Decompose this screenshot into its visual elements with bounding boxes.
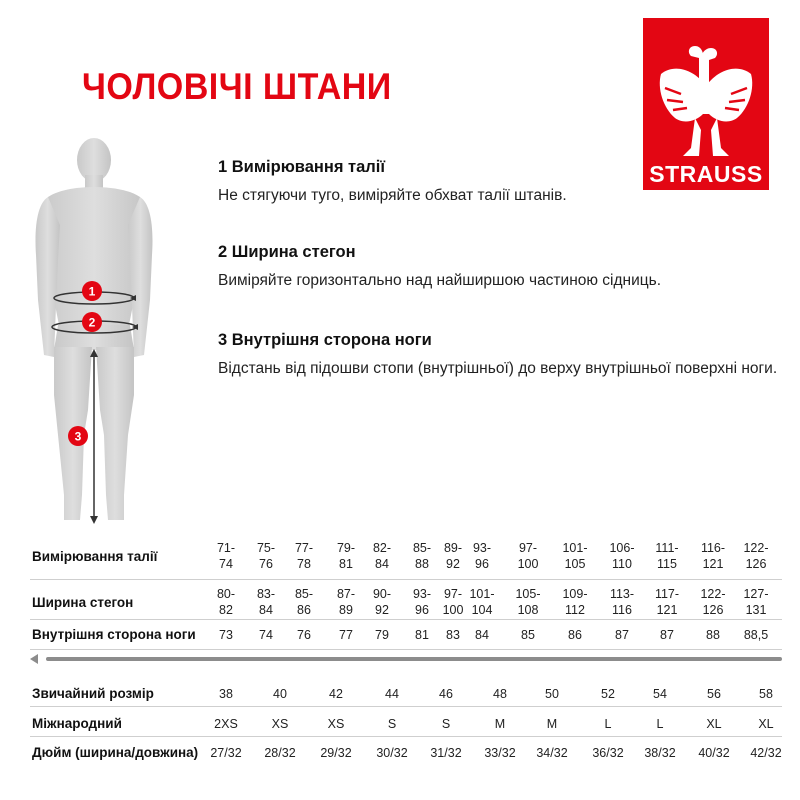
cell-line: 109- xyxy=(562,587,588,601)
cell-line: 86 xyxy=(568,628,582,642)
table-cell: 56 xyxy=(707,687,721,701)
row-divider xyxy=(30,736,782,737)
table-cell xyxy=(598,627,646,643)
table-cell xyxy=(504,540,552,572)
table-cell: S xyxy=(441,717,451,731)
cell-line: 106- xyxy=(609,541,635,555)
table-cell: 58 xyxy=(759,687,773,701)
table-cell: 50 xyxy=(545,687,559,701)
table-cell xyxy=(732,627,780,643)
cell-line: 74 xyxy=(259,628,273,642)
table-cell: 52 xyxy=(601,687,615,701)
instruction-text: Не стягуючи туго, виміряйте обхват талії штанів. xyxy=(218,187,567,204)
cell-line: 80- xyxy=(216,587,236,601)
marker-3 xyxy=(68,426,88,446)
cell-line: 73 xyxy=(219,628,233,642)
cell-line: 121 xyxy=(656,603,678,617)
cell-line: 100 xyxy=(517,557,539,571)
table-cell xyxy=(689,540,737,572)
table-cell: 36/32 xyxy=(592,746,624,760)
row-divider xyxy=(30,619,782,620)
table-cell: XL xyxy=(706,717,722,731)
body-figure xyxy=(30,135,200,535)
cell-line: 90- xyxy=(372,587,392,601)
cell-line: 116- xyxy=(700,541,726,555)
cell-line: 82 xyxy=(219,603,233,617)
table-cell xyxy=(280,540,328,572)
table-cell: 46 xyxy=(439,687,453,701)
instruction-heading: 1 Вимірювання талії xyxy=(218,158,385,176)
table-cell: 48 xyxy=(493,687,507,701)
cell-line: 101- xyxy=(562,541,588,555)
table-cell: 42/32 xyxy=(750,746,782,760)
cell-line: 97- xyxy=(443,587,463,601)
horizontal-scrollbar[interactable] xyxy=(30,654,782,664)
cell-line: 81 xyxy=(415,628,429,642)
marker-2 xyxy=(82,312,102,332)
cell-line: 76 xyxy=(297,628,311,642)
table-cell: M xyxy=(546,717,558,731)
cell-line: 82- xyxy=(372,541,392,555)
cell-line: 96 xyxy=(475,557,489,571)
table-cell xyxy=(280,586,328,618)
cell-line: 84 xyxy=(475,628,489,642)
instruction-text: Виміряйте горизонтально над найширшою частиною сідниць. xyxy=(218,272,662,289)
table-cell: XS xyxy=(271,717,289,731)
cell-line: 131 xyxy=(745,603,767,617)
strauss-logo xyxy=(643,18,769,190)
cell-line: 84 xyxy=(375,557,389,571)
cell-line: 115 xyxy=(657,557,677,571)
cell-line: 93- xyxy=(472,541,492,555)
cell-line: 108 xyxy=(517,603,539,617)
cell-line: 85- xyxy=(294,587,314,601)
cell-line: 78 xyxy=(297,557,311,571)
instruction-text: Відстань від підошви стопи (внутрішньої) до верху внутрішньої поверхні ноги. xyxy=(218,360,778,377)
cell-line: 116 xyxy=(612,603,632,617)
cell-line: 89 xyxy=(339,603,353,617)
row-label: Звичайний розмір xyxy=(32,686,154,701)
cell-line: 76 xyxy=(259,557,273,571)
table-cell: M xyxy=(494,717,506,731)
svg-text:2: 2 xyxy=(88,315,96,330)
measure-row xyxy=(30,540,782,576)
cell-line: 87- xyxy=(336,587,356,601)
cell-line: 126 xyxy=(745,557,767,571)
table-cell: 34/32 xyxy=(536,746,568,760)
instruction-heading: 2 Ширина стегон xyxy=(218,243,356,261)
cell-line: 88 xyxy=(706,628,720,642)
scrollbar-thumb[interactable] xyxy=(46,657,782,661)
cell-line: 101- xyxy=(469,587,495,601)
table-cell xyxy=(643,627,691,643)
svg-text:3: 3 xyxy=(74,429,82,444)
brand-name: STRAUSS xyxy=(649,161,763,187)
table-cell: 27/32 xyxy=(210,746,242,760)
table-cell: L xyxy=(656,717,664,731)
cell-line: 105 xyxy=(564,557,586,571)
cell-line: 127- xyxy=(743,587,769,601)
cell-line: 77- xyxy=(294,541,314,555)
cell-line: 89- xyxy=(443,541,463,555)
table-cell xyxy=(551,627,599,643)
table-cell: 28/32 xyxy=(264,746,296,760)
cell-line: 83- xyxy=(256,587,276,601)
table-cell xyxy=(458,540,506,572)
row-divider xyxy=(30,706,782,707)
cell-line: 74 xyxy=(219,557,233,571)
table-cell: 44 xyxy=(385,687,399,701)
cell-line: 122- xyxy=(700,587,726,601)
cell-line: 77 xyxy=(339,628,353,642)
cell-line: 111- xyxy=(655,541,679,555)
cell-line: 83 xyxy=(446,628,460,642)
cell-line: 85- xyxy=(412,541,432,555)
table-cell xyxy=(689,586,737,618)
table-cell: 40/32 xyxy=(698,746,730,760)
table-cell: 38 xyxy=(219,687,233,701)
cell-line: 79- xyxy=(336,541,356,555)
cell-line: 86 xyxy=(297,603,311,617)
table-cell: 2XS xyxy=(214,717,238,731)
table-cell: 33/32 xyxy=(484,746,516,760)
cell-line: 122- xyxy=(743,541,769,555)
instruction-heading: 3 Внутрішня сторона ноги xyxy=(218,331,432,349)
table-cell: S xyxy=(387,717,397,731)
cell-line: 110 xyxy=(612,557,632,571)
cell-line: 87 xyxy=(660,628,674,642)
table-cell: 54 xyxy=(653,687,667,701)
table-cell xyxy=(643,586,691,618)
row-label: Внутрішня сторона ноги xyxy=(32,627,196,642)
table-cell: 38/32 xyxy=(644,746,676,760)
table-cell xyxy=(598,586,646,618)
table-cell: L xyxy=(604,717,612,731)
cell-line: 92 xyxy=(375,603,389,617)
table-cell: 40 xyxy=(273,687,287,701)
table-cell: 42 xyxy=(329,687,343,701)
table-cell: XL xyxy=(758,717,774,731)
table-cell xyxy=(598,540,646,572)
row-label: Дюйм (ширина/довжина) xyxy=(32,745,199,760)
table-cell xyxy=(643,540,691,572)
cell-line: 96 xyxy=(415,603,429,617)
table-cell xyxy=(689,627,737,643)
table-cell: 30/32 xyxy=(376,746,408,760)
row-label: Ширина стегон xyxy=(32,595,134,610)
measure-row xyxy=(30,586,782,622)
cell-line: 88 xyxy=(415,557,429,571)
cell-line: 71- xyxy=(216,541,236,555)
cell-line: 104 xyxy=(471,603,493,617)
instruction-waist xyxy=(218,158,567,205)
cell-line: 92 xyxy=(446,557,460,571)
row-label: Вимірювання талії xyxy=(32,549,158,564)
cell-line: 79 xyxy=(375,628,389,642)
table-cell xyxy=(280,627,328,643)
row-label: Міжнародний xyxy=(32,716,122,731)
cell-line: 93- xyxy=(412,587,432,601)
table-cell xyxy=(458,586,506,618)
table-cell xyxy=(458,627,506,643)
instruction-hips xyxy=(218,243,661,290)
table-cell xyxy=(732,586,780,618)
marker-1 xyxy=(82,281,102,301)
cell-line: 126 xyxy=(702,603,724,617)
cell-line: 88,5 xyxy=(743,628,769,642)
cell-line: 81 xyxy=(339,557,353,571)
cell-line: 97- xyxy=(518,541,538,555)
table-cell xyxy=(504,586,552,618)
row-divider xyxy=(30,649,782,650)
cell-line: 87 xyxy=(615,628,629,642)
svg-text:1: 1 xyxy=(88,284,96,299)
table-cell xyxy=(732,540,780,572)
table-cell: 29/32 xyxy=(320,746,352,760)
scroll-left-arrow-icon[interactable] xyxy=(30,654,38,664)
table-cell xyxy=(551,540,599,572)
page-title: ЧОЛОВІЧІ ШТАНИ xyxy=(82,66,392,107)
table-cell xyxy=(504,627,552,643)
size-row xyxy=(30,744,782,780)
cell-line: 121 xyxy=(702,557,724,571)
cell-line: 85 xyxy=(521,628,535,642)
table-cell: XS xyxy=(327,717,345,731)
table-cell: 31/32 xyxy=(430,746,462,760)
cell-line: 112 xyxy=(565,603,585,617)
cell-line: 113- xyxy=(609,587,635,601)
cell-line: 84 xyxy=(259,603,273,617)
cell-line: 100 xyxy=(442,603,464,617)
table-cell xyxy=(551,586,599,618)
cell-line: 105- xyxy=(515,587,541,601)
cell-line: 75- xyxy=(256,541,276,555)
instruction-inseam xyxy=(218,331,777,378)
cell-line: 117- xyxy=(654,587,680,601)
row-divider xyxy=(30,579,782,580)
